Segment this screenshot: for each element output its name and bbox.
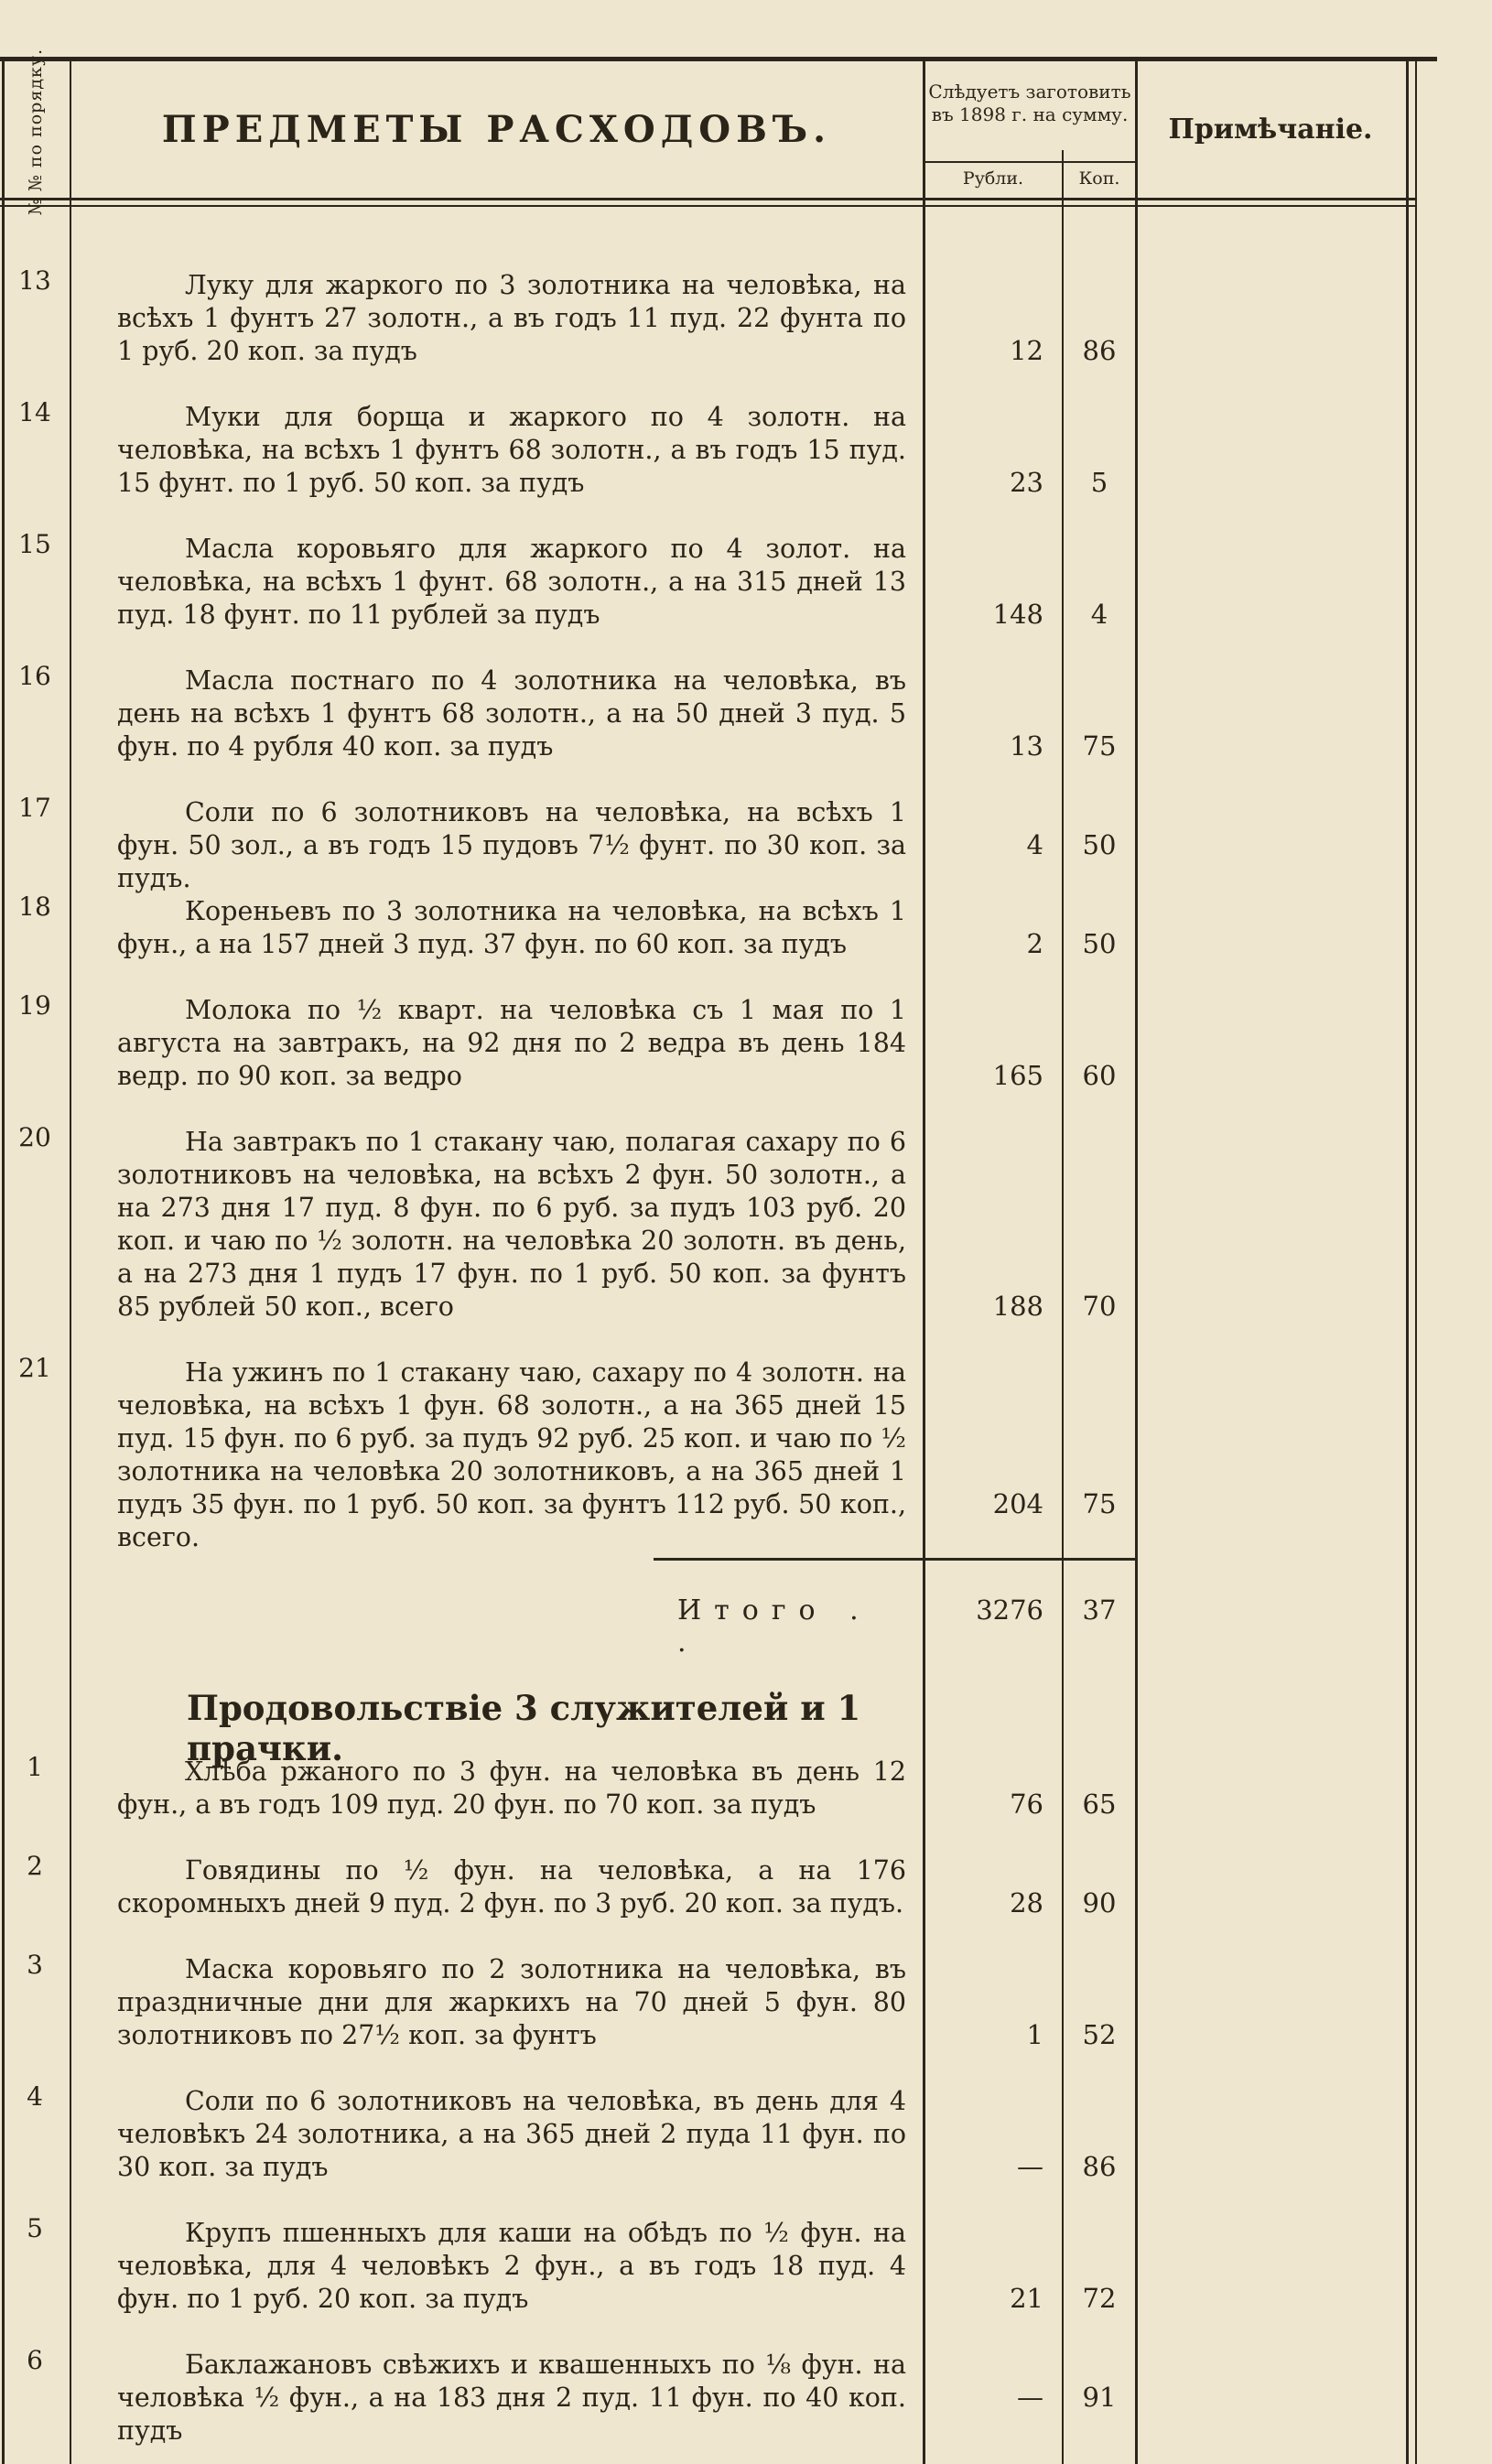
- row-number: 19: [18, 990, 51, 1021]
- rule-right: [1406, 59, 1409, 2464]
- row-rub: 76: [1010, 1789, 1043, 1820]
- row-number: 18: [18, 892, 51, 922]
- row-rub: 21: [1010, 2283, 1043, 2314]
- row-text: Масла постнаго по 4 золотника на человѣка, въ день на всѣхъ 1 фунтъ 68 золотн., а на 50 дней 3 пуд. 5 фун. по 4 рубля 40 коп. за пудъ: [117, 665, 906, 762]
- row-number: 4: [27, 2081, 43, 2112]
- rule-outer: [1415, 59, 1417, 2464]
- row-number: 17: [18, 793, 51, 823]
- row-rub: 12: [1010, 335, 1043, 366]
- row-rub: 2: [1026, 928, 1043, 959]
- rule-num: [70, 59, 71, 2464]
- rule-note: [1135, 59, 1138, 2464]
- row-text: Муки для борща и жаркого по 4 золотн. на человѣка, на всѣхъ 1 фунтъ 68 золотн., а въ годъ 15 пуд. 15 фунт. по 1 руб. 50 коп. за пудъ: [117, 402, 906, 498]
- row-number: 3: [27, 1950, 43, 1980]
- row-text: Говядины по ½ фун. на человѣка, а на 176 скоромныхъ дней 9 пуд. 2 фун. по 3 руб. 20 коп. за пудъ.: [117, 1855, 906, 1918]
- row-rub: 13: [1010, 730, 1043, 762]
- row-rub: 4: [1026, 829, 1043, 860]
- row-kop: 52: [1082, 2019, 1117, 2050]
- row-text: Молока по ½ кварт. на человѣка съ 1 мая по 1 августа на завтракъ, на 92 дня по 2 ведра въ день 184 ведр. по 90 коп. за ведро: [117, 995, 906, 1091]
- row-text: Кореньевъ по 3 золотника на человѣка, на всѣхъ 1 фун., а на 157 дней 3 пуд. 37 фун. по 60 коп. за пудъ: [117, 896, 906, 959]
- row-text: На завтракъ по 1 стакану чаю, полагая сахару по 6 золотниковъ на человѣка, на всѣхъ 2 фун. 50 золотн., а на 273 дня 17 пуд. 8 фун. по 6 руб. за пудъ 103 руб. 20 коп. и чаю по ½ золотн. на человѣка 20 золотн. въ день, а на 273 дня 1 пудъ 17 фун. по 1 руб. 50 коп. за фунтъ 85 рублей 50 коп., всего: [117, 1127, 906, 1322]
- rule-header-bottom-2: [0, 205, 1417, 207]
- total-rub: 3276: [976, 1594, 1043, 1626]
- row-number: 1: [27, 1752, 43, 1782]
- rule-total: [654, 1558, 1135, 1561]
- row-kop: 75: [1082, 730, 1117, 762]
- row-kop: 50: [1082, 928, 1117, 959]
- row-text: Соли по 6 золотниковъ на человѣка, на всѣхъ 1 фун. 50 зол., а въ годъ 15 пудовъ 7½ фунт. по 30 коп. за пудъ.: [117, 797, 906, 893]
- row-kop: 4: [1090, 599, 1108, 630]
- rule-header-sub: [924, 161, 1137, 163]
- row-number: 16: [18, 661, 51, 691]
- row-number: 14: [18, 397, 51, 427]
- row-rub: —: [1017, 2151, 1043, 2182]
- row-kop: 90: [1082, 1887, 1117, 1918]
- row-number: 21: [18, 1353, 51, 1383]
- column-number-label: № № по порядку.: [26, 48, 47, 216]
- row-kop: 60: [1082, 1060, 1117, 1091]
- rule-top: [0, 57, 1437, 61]
- row-number: 20: [18, 1122, 51, 1152]
- row-kop: 65: [1082, 1789, 1117, 1820]
- row-text: Хлѣба ржаного по 3 фун. на человѣка въ день 12 фун., а въ годъ 109 пуд. 20 фун. по 70 коп. за пудъ: [117, 1756, 906, 1820]
- row-kop: 86: [1082, 2151, 1117, 2182]
- row-kop: 5: [1090, 467, 1108, 498]
- row-number: 13: [18, 265, 51, 296]
- row-kop: 75: [1082, 1488, 1117, 1519]
- row-number: 15: [18, 529, 51, 559]
- row-kop: 50: [1082, 829, 1117, 860]
- column-rub-label: Рубли.: [962, 168, 1024, 189]
- row-text: На ужинъ по 1 стакану чаю, сахару по 4 золотн. на человѣка, на всѣхъ 1 фун. 68 золотн., а на 365 дней 15 пуд. 15 фун. по 6 руб. за пудъ 92 руб. 25 коп. и чаю по ½ золотника на человѣка 20 золотниковъ, а на 365 дней 1 пудъ 35 фун. по 1 руб. 50 коп. за фунтъ 112 руб. 50 коп., всего.: [117, 1357, 906, 1552]
- row-kop: 70: [1082, 1291, 1117, 1322]
- row-number: 2: [27, 1851, 43, 1881]
- row-kop: 72: [1082, 2283, 1117, 2314]
- row-kop: 86: [1082, 335, 1117, 366]
- total-label: Итого . .: [677, 1594, 871, 1659]
- total-kop: 37: [1082, 1594, 1117, 1626]
- column-note-label: Примѣчаніе.: [1168, 113, 1373, 146]
- row-text: Крупъ пшенныхъ для каши на обѣдъ по ½ фун. на человѣка, для 4 человѣкъ 2 фун., а въ годъ 18 пуд. 4 фун. по 1 руб. 20 коп. за пудъ: [117, 2218, 906, 2314]
- row-text: Масла коровьяго для жаркого по 4 золот. на человѣка, на всѣхъ 1 фунт. 68 золотн., а на 315 дней 13 пуд. 18 фунт. по 11 рублей за пудъ: [117, 534, 906, 630]
- row-rub: 204: [992, 1488, 1043, 1519]
- row-kop: 91: [1082, 2382, 1117, 2413]
- page-title: ПРЕДМЕТЫ РАСХОДОВЪ.: [161, 108, 832, 151]
- section-title: Продовольствіе 3 служителей и 1 прачки.: [187, 1688, 861, 1768]
- column-kop-label: Коп.: [1078, 168, 1120, 189]
- row-rub: 28: [1010, 1887, 1043, 1918]
- column-sum-label: Слѣдуетъ заготовить въ 1898 г. на сумму.: [928, 81, 1131, 125]
- row-rub: —: [1017, 2382, 1043, 2413]
- row-number: 6: [27, 2345, 43, 2375]
- rule-header-bottom: [0, 198, 1417, 200]
- row-text: Баклажановъ свѣжихъ и квашенныхъ по ⅛ фун. на человѣка ½ фун., а на 183 дня 2 пуд. 11 фун. по 40 коп. пудъ: [117, 2350, 906, 2446]
- row-rub: 1: [1026, 2019, 1043, 2050]
- row-rub: 165: [992, 1060, 1043, 1091]
- rule-sum: [923, 59, 925, 2464]
- row-text: Луку для жаркого по 3 золотника на человѣка, на всѣхъ 1 фунтъ 27 золотн., а въ годъ 11 пуд. 22 фунта по 1 руб. 20 коп. за пудъ: [117, 270, 906, 366]
- row-text: Маска коровьяго по 2 золотника на человѣка, въ праздничные дни для жаркихъ на 70 дней 5 фун. 80 золотниковъ по 27½ коп. за фунтъ: [117, 1954, 906, 2050]
- row-text: Соли по 6 золотниковъ на человѣка, въ день для 4 человѣкъ 24 золотника, а на 365 дней 2 пуда 11 фун. по 30 коп. за пудъ: [117, 2086, 906, 2182]
- row-rub: 23: [1010, 467, 1043, 498]
- row-rub: 148: [992, 599, 1043, 630]
- row-rub: 188: [992, 1291, 1043, 1322]
- row-number: 5: [27, 2213, 43, 2243]
